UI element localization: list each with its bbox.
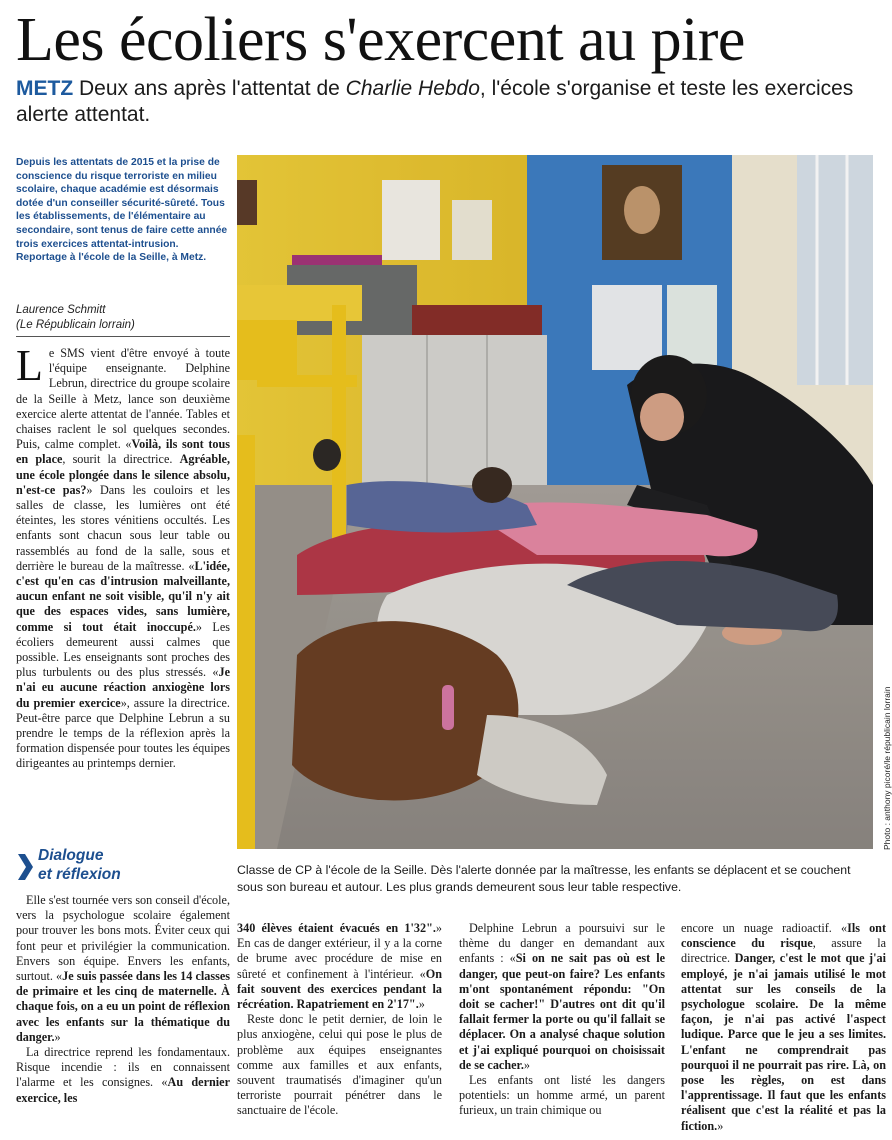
quote-bold: 340 élèves étaient évacués en 1'32". xyxy=(237,921,436,935)
body-text: » xyxy=(523,1057,530,1072)
article-column-3 xyxy=(459,921,665,1137)
subhead-line-2: et réflexion xyxy=(38,866,121,883)
body-text: , assure la directrice. xyxy=(681,936,886,966)
chevron-right-icon xyxy=(16,852,34,882)
body-text: Reste donc le petit dernier, de loin le plus anxiogène, celui qui pose le plus de problème aux équipes enseignantes comme aux familles et aux enfants, souvent traumatisés d'imaginer qu'un terroriste pourrait pénétrer dans le sanctuaire de l'école. xyxy=(237,1012,442,1118)
lead-paragraph: Depuis les attentats de 2015 et la prise de conscience du risque terroriste en milieu scolaire, chaque académie est désormais dotée d'un conseiller sécurité-sûreté. Tous les établissements, de l'élémentaire au secondaire, sont tenus de faire cette année trois exercices attentat-intrusion. Reportage à l'école de la Seille, à Metz. xyxy=(16,157,228,264)
quote-bold: Je n'ai eu aucune réaction anxiogène lors du premier exercice xyxy=(16,665,230,710)
body-paragraph xyxy=(681,921,886,1134)
body-text: Elle s'est tournée vers son conseil d'école, vers la psychologue scolaire également pour trouver les bons mots. Éviter ceux qui font peur et privilégier la communication. Envers son équipe. Envers les enfants, surtout. « xyxy=(16,893,230,984)
body-paragraph xyxy=(16,341,230,772)
body-paragraph xyxy=(459,1073,665,1119)
body-text: » xyxy=(418,997,425,1012)
byline xyxy=(16,303,230,333)
body-text: La directrice reprend les fondamentaux. Risque incendie : ils en connaissent l'alarme et les consignes. « xyxy=(16,1045,230,1090)
standfirst-text-1: Deux ans après l'attentat de xyxy=(73,77,346,100)
standfirst-italic: Charlie Hebdo xyxy=(345,77,480,100)
body-text: Delphine Lebrun a poursuivi sur le thème du danger en demandant aux enfants : « xyxy=(459,921,665,966)
photo-illustration xyxy=(237,155,873,849)
body-paragraph xyxy=(16,893,230,1045)
body-text: , sourit la directrice. xyxy=(62,452,180,467)
body-text: », assure la directrice. Peut-être parce que Delphine Lebrun a su prendre le temps de la réflexion après la formation dispensée pour toutes les équipes dirigeantes au printemps dernier. xyxy=(16,695,230,771)
photo-credit xyxy=(870,640,892,850)
body-text: encore un nuage radioactif. « xyxy=(681,921,848,935)
body-text: » xyxy=(54,1029,61,1044)
dateline-place: METZ xyxy=(16,77,74,100)
quote-bold: Au dernier exercice, les xyxy=(16,1075,230,1105)
standfirst-text-2: , l'école s'organise et teste les exercices alerte attentat. xyxy=(16,77,854,126)
body-text: » Les écoliers demeurent aussi calmes que possible. Les enseignants sont proches des plus turbulents ou des plus stressés. « xyxy=(16,619,230,680)
quote-bold: Danger, c'est le mot que j'ai employé, je n'ai jamais utilisé le mot attentat sur les conseils de la psychologue scolaire. De la même façon, je n'ai pas activé l'aspect ludique. Parce que le jeu a ses limites. L'enfant ne comprendrait pas pourquoi il ne pourrait pas rire. Là, on pose les règles, on est dans l'apprentissage. Il faut que les enfants réalisent que c'est la réalité et pas la fiction. xyxy=(681,951,886,1133)
article-photo xyxy=(237,155,873,849)
quote-bold: Je suis passée dans les 14 classes de primaire et les cinq de maternelle. À chaque fois, on a eu un point de réflexion avec les enfants sur la thématique du danger. xyxy=(16,969,230,1044)
photo-credit-text: Photo : anthony picoré/le républicain lorrain xyxy=(882,686,892,850)
quote-bold: Si on ne sait pas où est le danger, que peut-on faire? Les enfants m'ont spontanément répondu: "On doit se cacher!" D'autres ont dit qu'il fallait fermer la porte ou qu'il fallait se déplacer. On a analysé chaque solution et j'ai expliqué pourquoi on choisissait de se cacher. xyxy=(459,951,665,1072)
subhead-text xyxy=(38,846,121,884)
body-text: e SMS vient d'être envoyé à toute l'équipe enseignante. Delphine Lebrun, directrice du groupe scolaire de la Seille à Metz, lance son deuxième exercice alerte attentat de l'année. Tables et chaises raclent le sol quelques secondes. Puis, calme complet. « xyxy=(16,346,230,452)
quote-bold: Ils ont conscience du risque xyxy=(681,921,886,951)
photo-caption: Classe de CP à l'école de la Seille. Dès l'alerte donnée par la maîtresse, les enfants se déplacent et se couchent sous son bureau et autour. Les plus grands demeurent sous leur table respective. xyxy=(237,863,851,894)
subhead-line-1: Dialogue xyxy=(38,847,104,864)
standfirst xyxy=(16,76,876,128)
body-paragraph xyxy=(237,1012,442,1118)
quote-bold: On fait souvent des exercices pendant la récréation. Rapatriement en 2'17". xyxy=(237,966,442,1012)
subhead xyxy=(16,846,230,886)
body-text: » Dans les couloirs et les salles de classe, les lumières ont été éteintes, les stores vénitiens occultés. Les enfants sont chacun sous leur table ou rassemblés au fond de la salle, sous et derrière le bureau de la maîtresse. « xyxy=(16,482,230,573)
body-text: » xyxy=(717,1118,724,1133)
headline: Les écoliers s'exercent au pire xyxy=(16,6,745,74)
body-text: Les enfants ont listé les dangers potentiels: un homme armé, un parent furieux, un train chimique ou xyxy=(459,1073,665,1118)
byline-divider xyxy=(16,336,230,337)
byline-author: Laurence Schmitt xyxy=(16,304,106,316)
drop-cap: L xyxy=(16,341,43,390)
article-column-4 xyxy=(681,921,886,1137)
body-paragraph xyxy=(459,921,665,1073)
body-paragraph xyxy=(237,921,442,1012)
quote-bold: Agréable, une école plongée dans le silence absolu, n'est-ce pas? xyxy=(16,452,230,497)
body-text: » En cas de danger extérieur, il y a la corne de brume avec procédure de mise en sûreté et confinement à l'intérieur. « xyxy=(237,921,442,981)
article-column-1 xyxy=(16,341,230,838)
quote-bold: L'idée, c'est qu'en cas d'intrusion malveillante, aucun enfant ne soit visible, qu'il n'y ait que des espaces vides, sans lumière, comme si tout était inoccupé. xyxy=(16,558,230,634)
byline-paper: (Le Républicain lorrain) xyxy=(16,319,135,331)
body-paragraph xyxy=(16,1045,230,1106)
quote-bold: Voilà, ils sont tous en place xyxy=(16,437,230,467)
article-column-2 xyxy=(237,921,442,1137)
article-column-1-continued xyxy=(16,893,230,1137)
